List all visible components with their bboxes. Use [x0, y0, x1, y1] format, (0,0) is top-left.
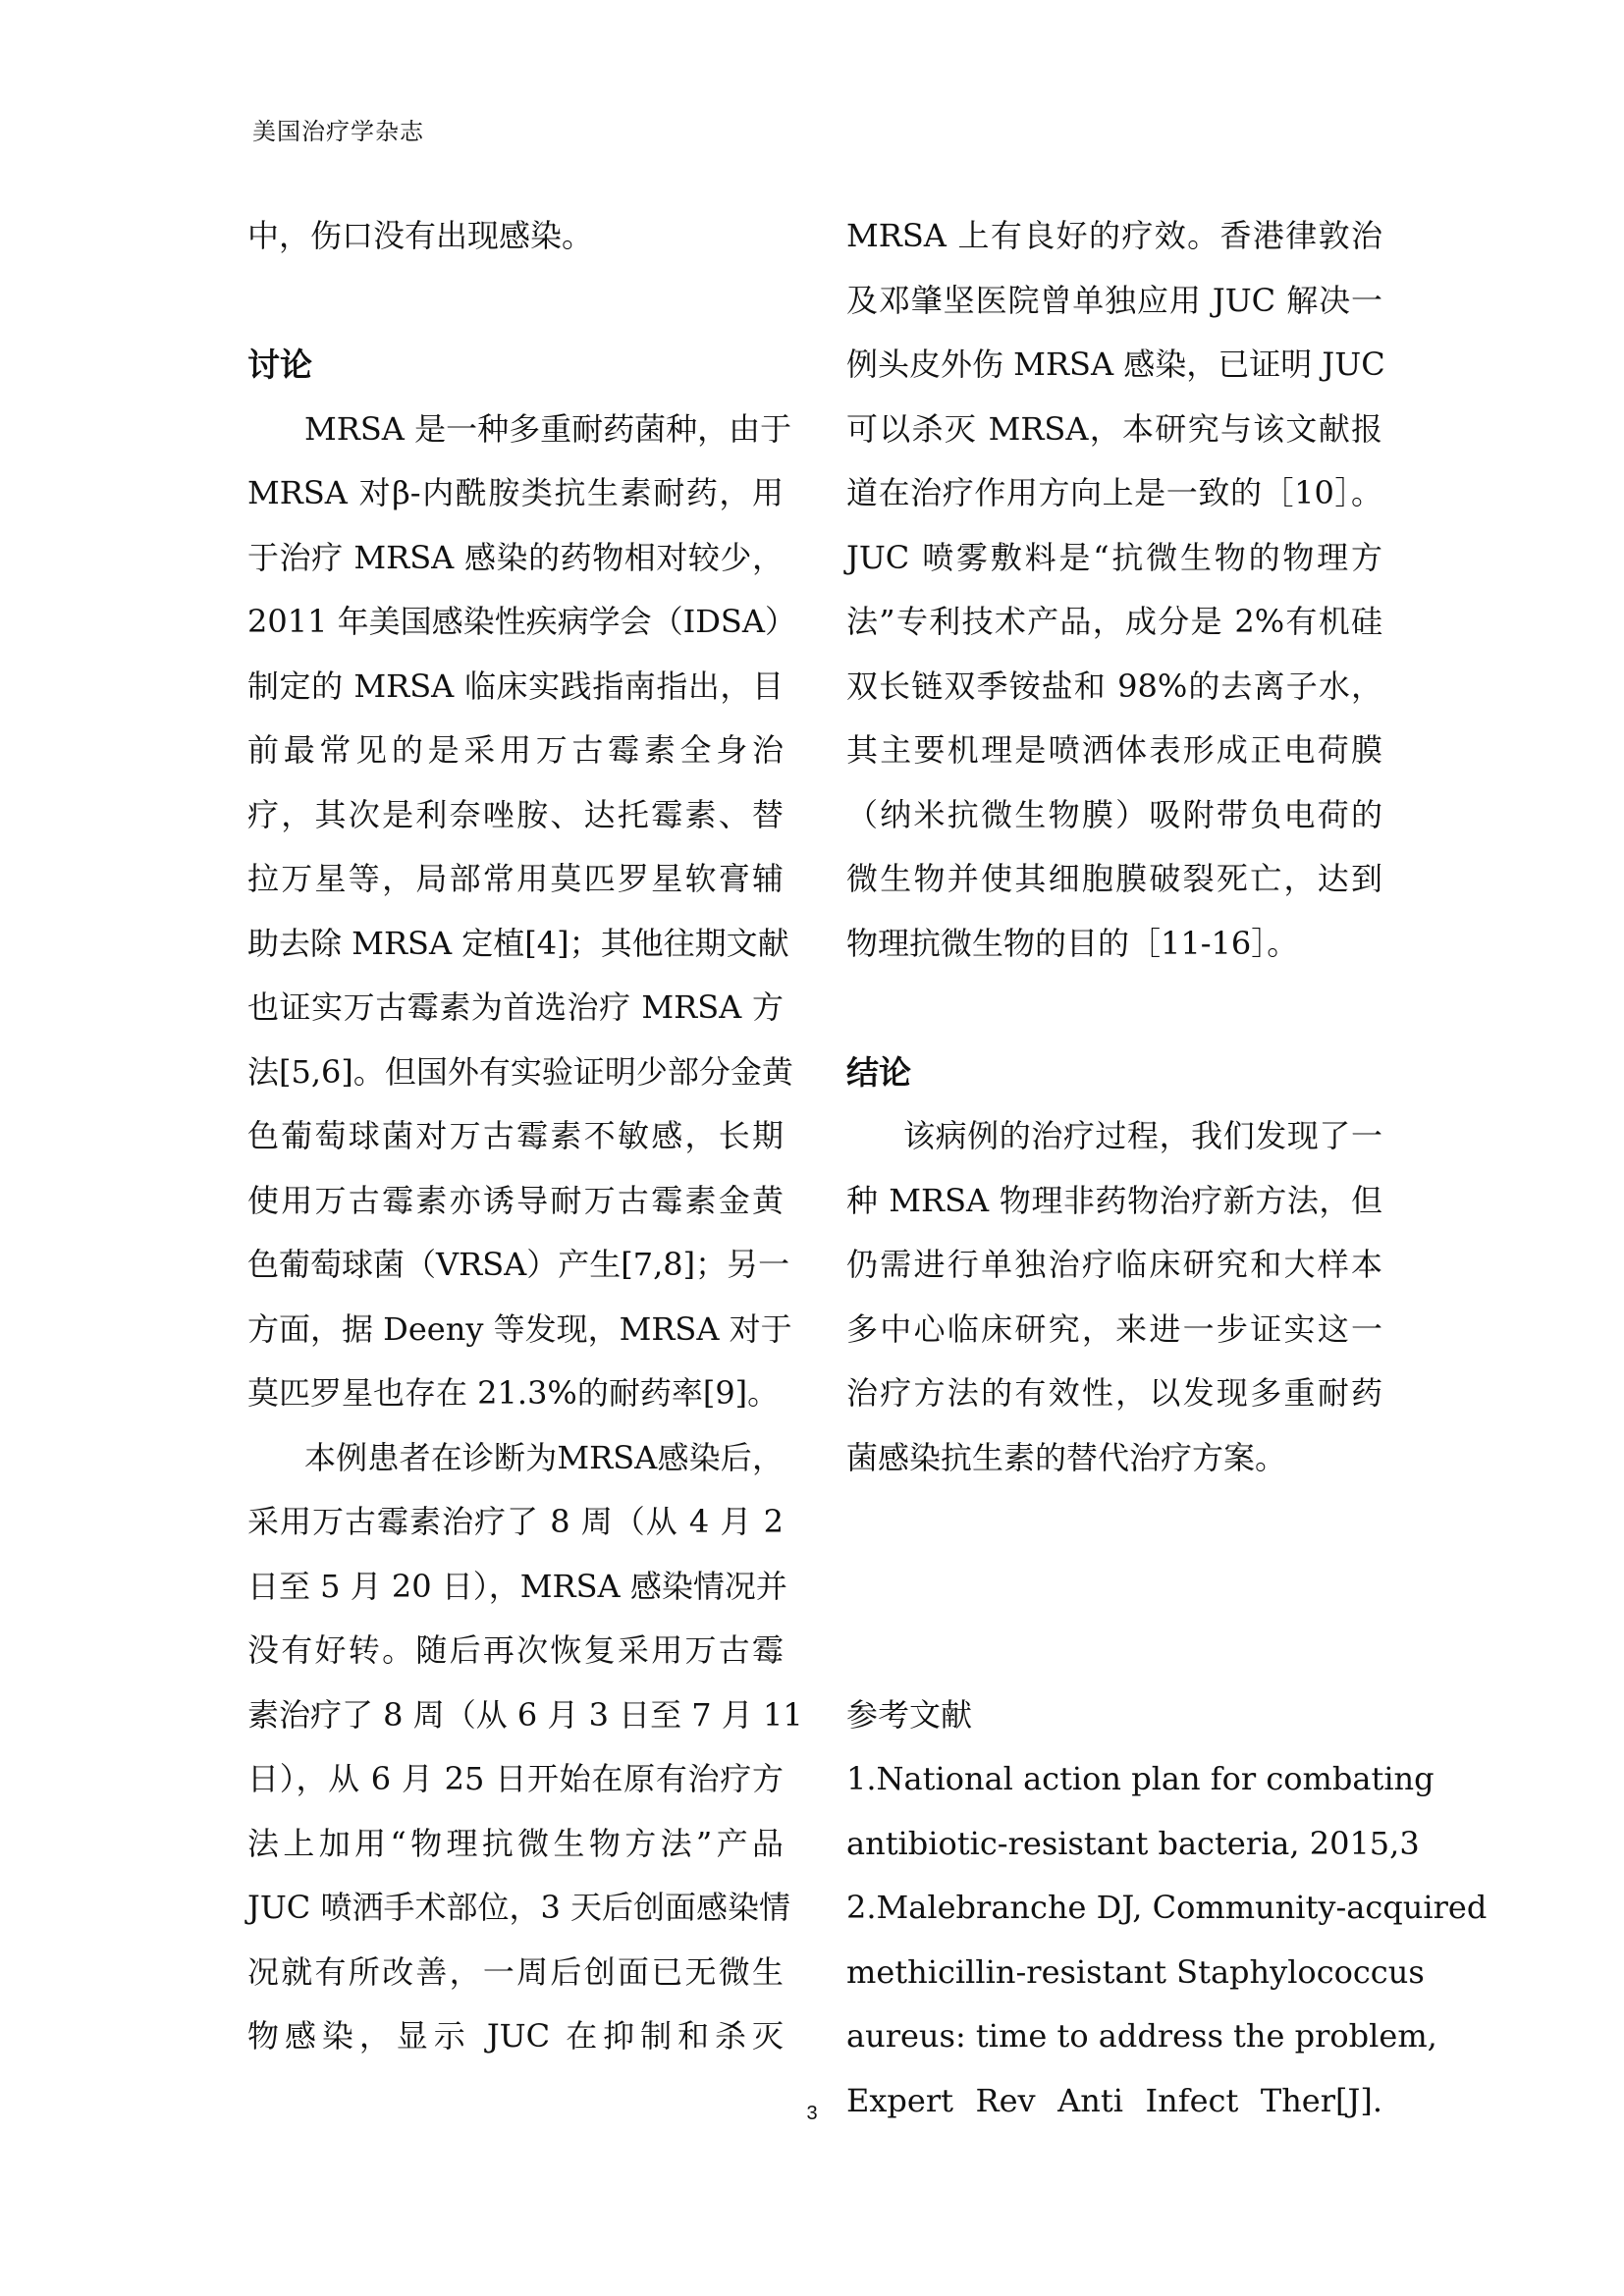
paragraph-line: MRSA 上有良好的疗效。香港律敦治: [846, 217, 1382, 254]
paragraph-line: 例头皮外伤 MRSA 感染，已证明 JUC: [846, 346, 1385, 383]
paragraph-line: （纳米抗微生物膜）吸附带负电荷的: [846, 795, 1382, 833]
paragraph-line: 物理抗微生物的目的［11-16］。: [846, 924, 1299, 962]
journal-running-header: 美国治疗学杂志: [252, 118, 424, 145]
paragraph-gap: [846, 1619, 1382, 1683]
paragraph-line: 也证实万古霉素为首选治疗 MRSA 方: [247, 988, 784, 1026]
paragraph-line: 可以杀灭 MRSA，本研究与该文献报: [846, 409, 1382, 448]
paragraph-gap: [846, 1555, 1382, 1620]
paragraph-line: 本例患者在诊断为MRSA感染后，: [304, 1438, 784, 1476]
reference-line: methicillin-resistant Staphylococcus: [846, 1952, 1425, 1991]
paragraph-line: 种 MRSA 物理非药物治疗新方法，但: [846, 1181, 1382, 1219]
paragraph-line: 日至 5 月 20 日），MRSA 感染情况并: [247, 1567, 787, 1605]
paragraph-line: 色葡萄球菌对万古霉素不敏感，长期: [247, 1117, 784, 1154]
paragraph-line: 况就有所改善，一周后创面已无微生: [247, 1952, 784, 1991]
paragraph-line: 方面，据 Deeny 等发现，MRSA 对于: [247, 1309, 792, 1348]
reference-line: aureus: time to address the problem,: [846, 2017, 1437, 2055]
paragraph-line: 日），从 6 月 25 日开始在原有治疗方: [247, 1760, 784, 1797]
paragraph-line: 该病例的治疗过程，我们发现了一: [903, 1117, 1382, 1154]
reference-line: 2.Malebranche DJ, Community-acquired: [846, 1889, 1488, 1926]
paragraph-line: 治疗方法的有效性，以发现多重耐药: [846, 1374, 1382, 1412]
conclusion-heading: 结论: [846, 1052, 911, 1092]
discussion-heading: 讨论: [247, 346, 312, 384]
paragraph-line: 色葡萄球菌（VRSA）产生[7,8]；另一: [247, 1246, 790, 1283]
references-heading: 参考文献: [846, 1695, 973, 1734]
paragraph-line: 拉万星等，局部常用莫匹罗星软膏辅: [247, 860, 784, 897]
paragraph-line: 制定的 MRSA 临床实践指南指出，目: [247, 667, 784, 705]
paragraph-gap: [846, 976, 1382, 1041]
paragraph-line: JUC 喷洒手术部位，3 天后创面感染情: [247, 1889, 790, 1926]
paragraph-line: JUC 喷雾敷料是“抗微生物的物理方: [846, 538, 1382, 576]
page-number: 3: [806, 2103, 818, 2124]
paragraph-line: 疗，其次是利奈唑胺、达托霉素、替: [247, 795, 784, 833]
paragraph-line: 多中心临床研究，来进一步证实这一: [846, 1309, 1382, 1348]
paragraph-line: 没有好转。随后再次恢复采用万古霉: [247, 1631, 784, 1669]
paragraph-line: 法[5,6]。但国外有实验证明少部分金黄: [247, 1052, 793, 1091]
paragraph-line: 微生物并使其细胞膜破裂死亡，达到: [846, 860, 1382, 897]
paragraph-line: 及邓肇坚医院曾单独应用 JUC 解决一: [846, 281, 1382, 319]
reference-line: antibiotic-resistant bacteria, 2015,3: [846, 1824, 1420, 1862]
paragraph-line: 使用万古霉素亦诱导耐万古霉素金黄: [247, 1181, 784, 1219]
paragraph-line: 菌感染抗生素的替代治疗方案。: [846, 1438, 1287, 1476]
paragraph-line: 2011 年美国感染性疾病学会（IDSA）: [247, 603, 796, 640]
reference-line: 1.National action plan for combating: [846, 1760, 1435, 1797]
paragraph-line: 其主要机理是喷洒体表形成正电荷膜: [846, 731, 1382, 769]
left-column: [247, 204, 803, 2069]
paragraph-line: 法上加用“物理抗微生物方法”产品: [247, 1824, 784, 1862]
paragraph-gap: [846, 1490, 1382, 1555]
paragraph-line: 莫匹罗星也存在 21.3%的耐药率[9]。: [247, 1374, 780, 1412]
right-column: [846, 204, 1488, 2133]
paragraph-line: MRSA 是一种多重耐药菌种，由于: [304, 409, 792, 448]
paragraph-line: 仍需进行单独治疗临床研究和大样本: [846, 1246, 1382, 1283]
paragraph-line: MRSA 对β-内酰胺类抗生素耐药，用: [247, 474, 784, 511]
paragraph-line: 前最常见的是采用万古霉素全身治: [247, 731, 784, 769]
paragraph-line: 素治疗了 8 周（从 6 月 3 日至 7 月 11: [247, 1695, 803, 1734]
paragraph-gap: [247, 269, 784, 334]
paragraph-line: 法”专利技术产品，成分是 2%有机硅: [846, 603, 1382, 640]
paragraph-line: 双长链双季铵盐和 98%的去离子水，: [846, 667, 1382, 705]
reference-line: Expert Rev Anti Infect Ther[J].: [846, 2081, 1382, 2119]
paragraph-line: 于治疗 MRSA 感染的药物相对较少，: [247, 538, 784, 576]
paragraph-line: 采用万古霉素治疗了 8 周（从 4 月 2: [247, 1503, 784, 1540]
paragraph-line: 物感染，显示 JUC 在抑制和杀灭: [247, 2017, 784, 2055]
paragraph-line: 道在治疗作用方向上是一致的［10］。: [846, 474, 1382, 511]
paragraph-line: 助去除 MRSA 定植[4]；其他往期文献: [247, 924, 789, 962]
paragraph-line: 中，伤口没有出现感染。: [247, 217, 594, 254]
